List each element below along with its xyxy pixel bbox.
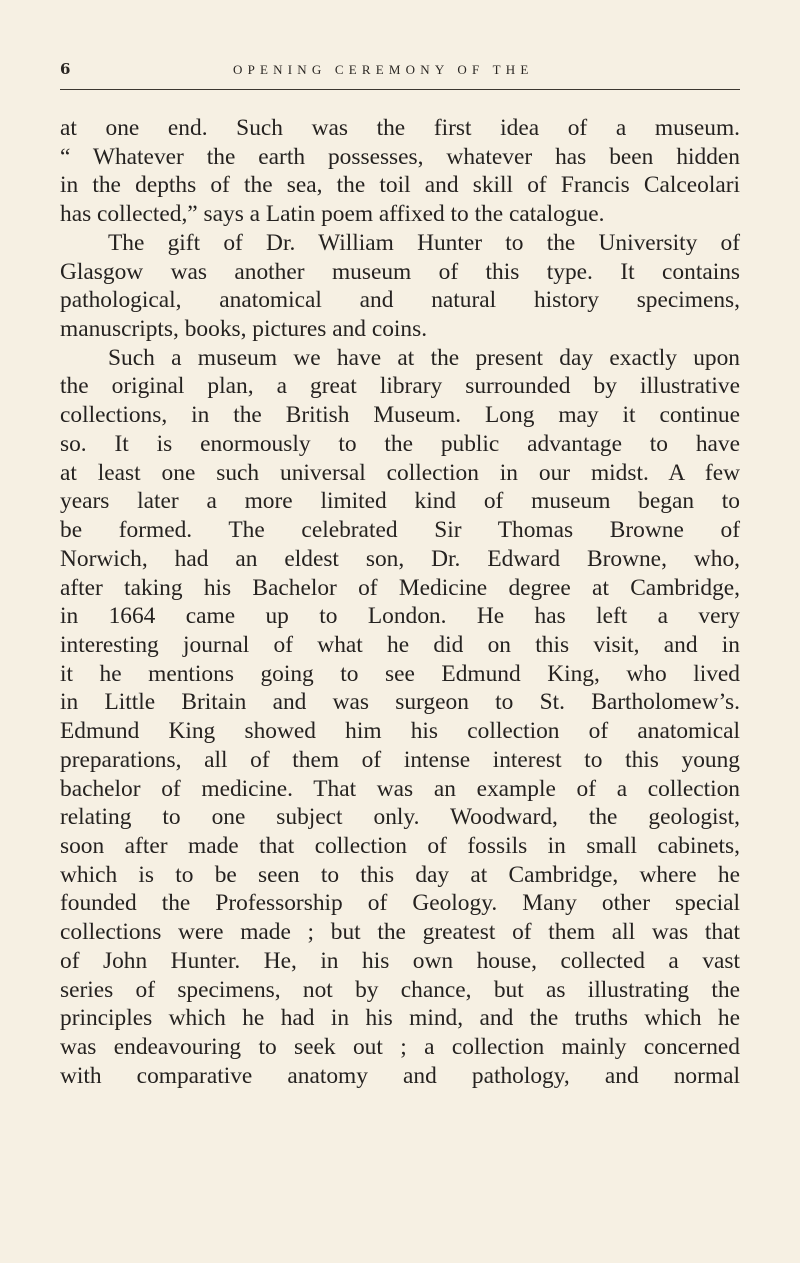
text-line: interesting journal of what he did on this visit, and in	[60, 631, 740, 658]
text-line: The gift of Dr. William Hunter to the University of	[108, 229, 740, 256]
text-line: in Little Britain and was surgeon to St. Bartholomew’s.	[60, 689, 740, 716]
text-line: Edmund King showed him his collection of anatomical	[60, 718, 740, 745]
text-line: in the depths of the sea, the toil and skill of Francis Calceolari	[60, 172, 740, 199]
text-line: after taking his Bachelor of Medicine degree at Cambridge,	[60, 574, 740, 601]
header-rule	[60, 89, 740, 90]
text-line: in 1664 came up to London. He has left a very	[60, 603, 740, 630]
text-line: manuscripts, books, pictures and coins.	[60, 316, 428, 343]
text-line: pathological, anatomical and natural history specimens,	[60, 287, 740, 314]
text-line: so. It is enormously to the public advantage to have	[60, 430, 740, 457]
text-line: the original plan, a great library surrounded by illustrative	[60, 373, 740, 400]
text-line: Such a museum we have at the present day exactly upon	[108, 344, 740, 371]
running-head	[60, 60, 740, 84]
text-line: years later a more limited kind of museum began to	[60, 488, 740, 515]
text-line: soon after made that collection of fossils in small cabinets,	[60, 832, 740, 859]
text-line: of John Hunter. He, in his own house, collected a vast	[60, 947, 740, 974]
text-line: at least one such universal collection in our midst. A few	[60, 459, 740, 486]
text-line: collections were made ; but the greatest of them all was that	[60, 919, 740, 946]
text-line: principles which he had in his mind, and the truths which he	[60, 1005, 740, 1032]
text-line: at one end. Such was the first idea of a museum.	[60, 115, 740, 141]
text-line: it he mentions going to see Edmund King, who lived	[60, 660, 740, 687]
text-line: collections, in the British Museum. Long may it continue	[60, 402, 740, 429]
running-title: OPENING CEREMONY OF THE	[233, 62, 534, 77]
text-line: “ Whatever the earth possesses, whatever has been hidden	[60, 143, 740, 170]
text-line: preparations, all of them of intense interest to this young	[60, 746, 740, 773]
text-line: be formed. The celebrated Sir Thomas Browne of	[60, 517, 740, 544]
page-number: 6	[60, 60, 71, 78]
text-line: has collected,” says a Latin poem affixed to the catalogue.	[60, 201, 605, 228]
text-line: Glasgow was another museum of this type. It contains	[60, 258, 740, 285]
text-line: which is to be seen to this day at Cambridge, where he	[60, 861, 740, 888]
text-line: was endeavouring to seek out ; a collection mainly concerned	[60, 1034, 740, 1060]
body-text	[60, 114, 740, 1090]
text-line: founded the Professorship of Geology. Many other special	[60, 890, 740, 917]
text-line: bachelor of medicine. That was an example of a collection	[60, 775, 740, 802]
text-line: Norwich, had an eldest son, Dr. Edward Browne, who,	[60, 545, 740, 572]
text-line: with comparative anatomy and pathology, and normal	[60, 1062, 740, 1089]
text-line: relating to one subject only. Woodward, the geologist,	[60, 804, 740, 831]
text-line: series of specimens, not by chance, but as illustrating the	[60, 976, 740, 1003]
